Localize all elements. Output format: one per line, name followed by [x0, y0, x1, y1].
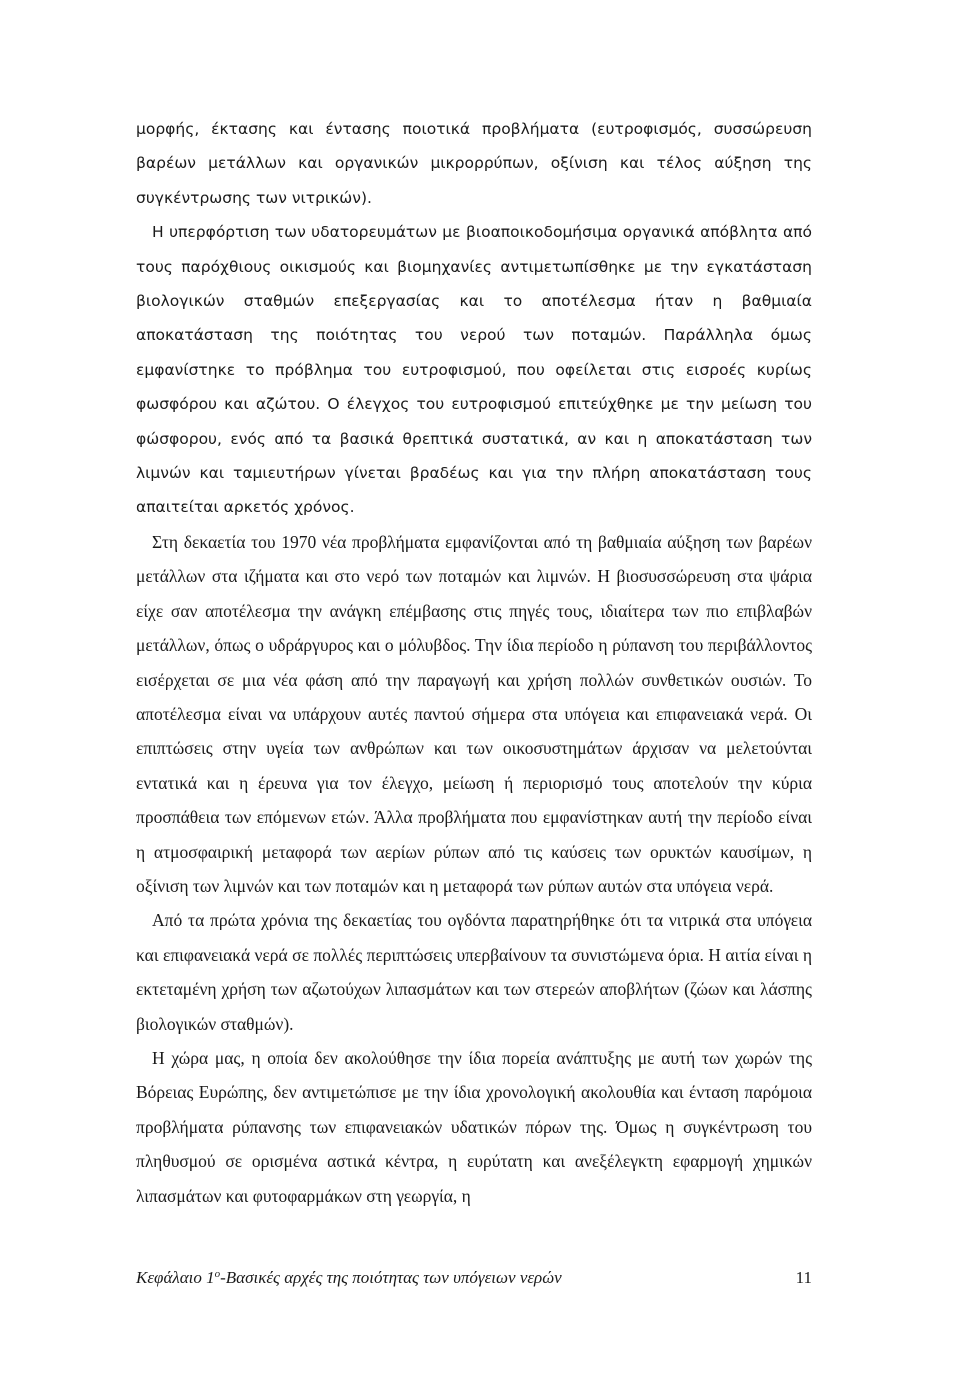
body-text [136, 112, 812, 1213]
page-footer [136, 1268, 812, 1294]
paragraph-3: Στη δεκαετία του 1970 νέα προβλήματα εμφανίζονται από τη βαθμιαία αύξηση των βαρέων μετάλλων στα ιζήματα και στο νερό των ποταμών και λιμνών. Η βιοσυσσώρευση στα ψάρια είχε σαν αποτέλεσμα την ανάγκη επέμβασης στις πηγές τους, ιδιαίτερα των πιο επιβλαβών μετάλλων, όπως ο υδράργυρος και ο μόλυβδος. Την ίδια περίοδο η ρύπανση του περιβάλλοντος εισέρχεται σε μια νέα φάση από την παραγωγή και χρήση πολλών συνθετικών ουσιών. Το αποτέλεσμα είναι να υπάρχουν αυτές παντού σήμερα στα υπόγεια και επιφανειακά νερά. Οι επιπτώσεις στην υγεία των ανθρώπων και των οικοσυστημάτων άρχισαν να μελετούνται εντατικά και η έρευνα για τον έλεγχο, μείωση ή περιορισμό τους αποτελούν την κύρια προσπάθεια των επόμενων ετών. Άλλα προβλήματα που εμφανίστηκαν αυτή την περίοδο είναι η ατμοσφαιρική μεταφορά των αερίων ρύπων από τις καύσεις των ορυκτών καυσίμων, η οξίνιση των λιμνών και των ποταμών και η μεταφορά των ρύπων αυτών στα υπόγεια νερά. [136, 531, 812, 896]
chapter-title-superscript: ο [214, 1268, 221, 1280]
paragraph-4: Από τα πρώτα χρόνια της δεκαετίας του ογδόντα παρατηρήθηκε ότι τα νιτρικά στα υπόγεια και επιφανειακά νερά σε πολλές περιπτώσεις υπερβαίνουν τα συνιστώμενα όρια. Η αιτία είναι η εκτεταμένη χρήση των αζωτούχων λιπασμάτων και των στερεών αποβλήτων (ζώων και λάσπης βιολογικών σταθμών). [136, 910, 812, 1034]
chapter-title-suffix: -Βασικές αρχές της ποιότητας των υπόγειων νερών [220, 1268, 562, 1287]
page-number: 11 [795, 1268, 812, 1287]
chapter-title [136, 1268, 562, 1288]
paragraph-1: μορφής, έκτασης και έντασης ποιοτικά προβλήματα (ευτροφισμός, συσσώρευση βαρέων μετάλλων και οργανικών μικρορρύπων, οξίνιση και τέλος αύξηση της συγκέντρωσης των νιτρικών). [136, 120, 812, 207]
chapter-title-prefix: Κεφάλαιο 1 [136, 1268, 215, 1287]
paragraph-5: Η χώρα μας, η οποία δεν ακολούθησε την ίδια πορεία ανάπτυξης με αυτή των χωρών της Βόρειας Ευρώπης, δεν αντιμετώπισε με την ίδια χρονολογική ακολουθία και ένταση παρόμοια προβλήματα ρύπανσης των επιφανειακών υδατικών πόρων της. Όμως η συγκέντρωση του πληθυσμού σε ορισμένα αστικά κέντρα, η ευρύτατη και ανεξέλεγκτη εφαρμογή χημικών λιπασμάτων και φυτοφαρμάκων στη γεωργία, η [136, 1047, 812, 1206]
paragraph-2: Η υπερφόρτιση των υδατορευμάτων με βιοαποικοδομήσιμα οργανικά απόβλητα από τους παρόχθιους οικισμούς και βιομηχανίες αντιμετωπίσθηκε με την εγκατάσταση βιολογικών σταθμών επεξεργασίας και το αποτέλεσμα ήταν η βαθμιαία αποκατάσταση της ποιότητας του νερού των ποταμών. Παράλληλα όμως εμφανίστηκε το πρόβλημα του ευτροφισμού, που οφείλεται στις εισροές κυρίως φωσφόρου και αζώτου. Ο έλεγχος του ευτροφισμού επιτεύχθηκε με την μείωση του φώσφορου, ενός από τα βασικά θρεπτικά συστατικά, αν και η αποκατάσταση των λιμνών και ταμιευτήρων γίνεται βραδέως και για την πλήρη αποκατάσταση τους απαιτείται αρκετός χρόνος. [136, 223, 812, 517]
